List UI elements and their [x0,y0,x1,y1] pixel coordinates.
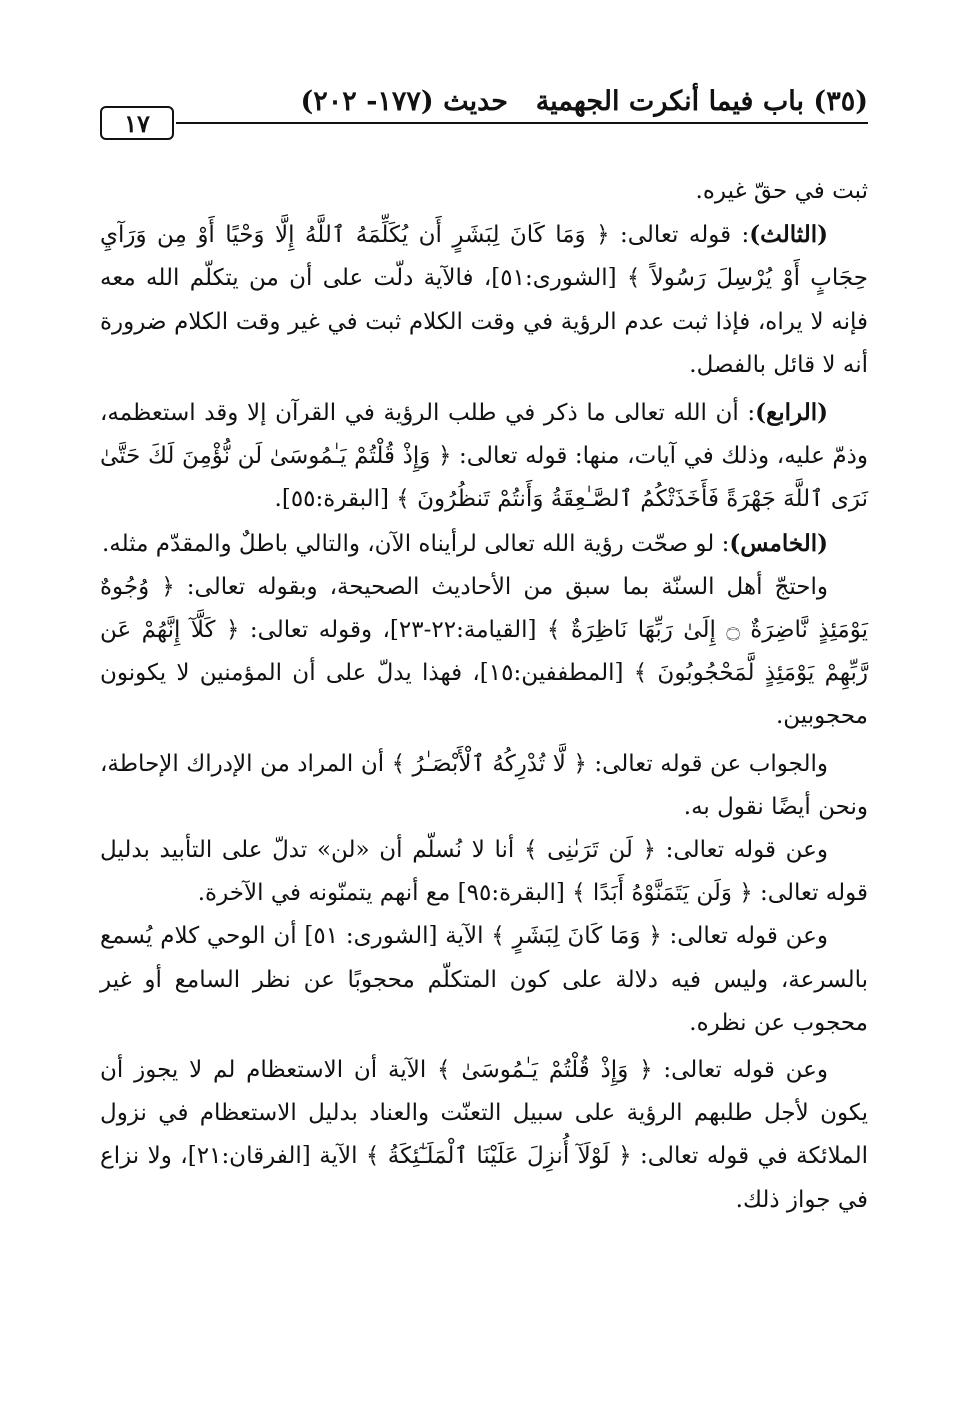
paragraph-text: والجواب عن قوله تعالى: ﴿ لَّا تُدْرِكُهُ ٱلْأَبْصَـٰرُ ﴾ أن المراد من الإدراك الإحاطة، ونحن أيضًا نقول به. [100,750,868,820]
paragraph [100,743,868,829]
page-number: ١٧ [100,106,174,140]
main-text [100,170,868,1222]
paragraph-text: : أن الله تعالى ما ذكر في طلب الرؤية في القرآن إلا وقد استعظمه، وذمّ عليه، وذلك في آيات، منها: قوله تعالى: ﴿ وَإِذْ قُلْتُمْ يَـٰمُوسَىٰ لَن نُّؤْمِنَ لَكَ حَتَّىٰ نَرَى ٱللَّهَ جَهْرَةً فَأَخَذَتْكُمُ ٱلصَّـٰعِقَةُ وَأَنتُمْ تَنظُرُونَ ﴾ [البقرة:٥٥]. [100,400,868,513]
hadith-range: حديث (١٧٧- ٢٠٢) [300,86,508,117]
paragraph-term: (الرابع) [755,399,828,427]
paragraph [100,391,868,522]
paragraph [100,829,868,915]
paragraph [100,213,868,387]
paragraph-text: وعن قوله تعالى: ﴿ لَن تَرَىٰنِى ﴾ أنا لا نُسلّم أن «لن» تدلّ على التأبيد بدليل قوله تعالى: ﴿ وَلَن يَتَمَنَّوْهُ أَبَدًا ﴾ [البقرة:٩٥] مع أنهم يتمنّونه في الآخرة. [100,837,868,907]
paragraph [100,1049,868,1222]
paragraph-text: وعن قوله تعالى: ﴿ وَمَا كَانَ لِبَشَرٍ ﴾ الآية [الشورى: ٥١] أن الوحي كلام يُسمع بالسرعة، وليس فيه دلالة على كون المتكلّم محجوبًا عن نظر السامع أو غير محجوب عن نظره. [100,923,868,1036]
header-rule [176,122,868,124]
paragraph-term: (الثالث) [749,221,828,249]
paragraph [100,566,868,739]
paragraph-term: (الخامس) [729,529,828,557]
page-header [100,82,868,152]
paragraph [100,170,868,213]
paragraph-text: : لو صحّت رؤية الله تعالى لرأيناه الآن، والتالي باطلٌ والمقدّم مثله. [101,530,730,557]
paragraph [100,522,868,566]
paragraph-text: واحتجّ أهل السنّة بما سبق من الأحاديث الصحيحة، وبقوله تعالى: ﴿ وُجُوهٌ يَوْمَئِذٍ نَّاضِرَةٌ ۝ إِلَىٰ رَبِّهَا نَاظِرَةٌ ﴾ [القيامة:٢٢-٢٣]، وقوله تعالى: ﴿ كَلَّآ إِنَّهُمْ عَن رَّبِّهِمْ يَوْمَئِذٍ لَّمَحْجُوبُونَ ﴾ [المطففين:١٥]، فهذا يدلّ على أن المؤمنين لا يكونون محجوبين. [100,573,869,730]
paragraph-text: وعن قوله تعالى: ﴿ وَإِذْ قُلْتُمْ يَـٰمُوسَىٰ ﴾ الآية أن الاستعظام لم لا يجوز أن يكون لأجل طلبهم الرؤية على سبيل التعنّت والعناد بدليل الاستعظام في نزول الملائكة في قوله تعالى: ﴿ لَوْلَآ أُنزِلَ عَلَيْنَا ٱلْمَلَـٰٓئِكَةُ ﴾ الآية [الفرقان:٢١]، ولا نزاع في جواز ذلك. [100,1057,869,1213]
chapter-title: (٣٥) باب فيما أنكرت الجهمية [535,86,868,117]
paragraph-text: : قوله تعالى: ﴿ وَمَا كَانَ لِبَشَرٍ أَن يُكَلِّمَهُ ٱللَّهُ إِلَّا وَحْيًا أَوْ مِن وَرَآيِ حِجَابٍ أَوْ يُرْسِلَ رَسُولاً ﴾ [الشورى:٥١]، فالآية دلّت على أن من يتكلّم الله معه فإنه لا يراه، فإذا ثبت عدم الرؤية في وقت الكلام ثبت في غير وقت الكلام ضرورة أنه لا قائل بالفصل. [100,222,868,378]
paragraph-text: ثبت في حقّ غيره. [695,178,868,204]
paragraph [100,915,868,1045]
